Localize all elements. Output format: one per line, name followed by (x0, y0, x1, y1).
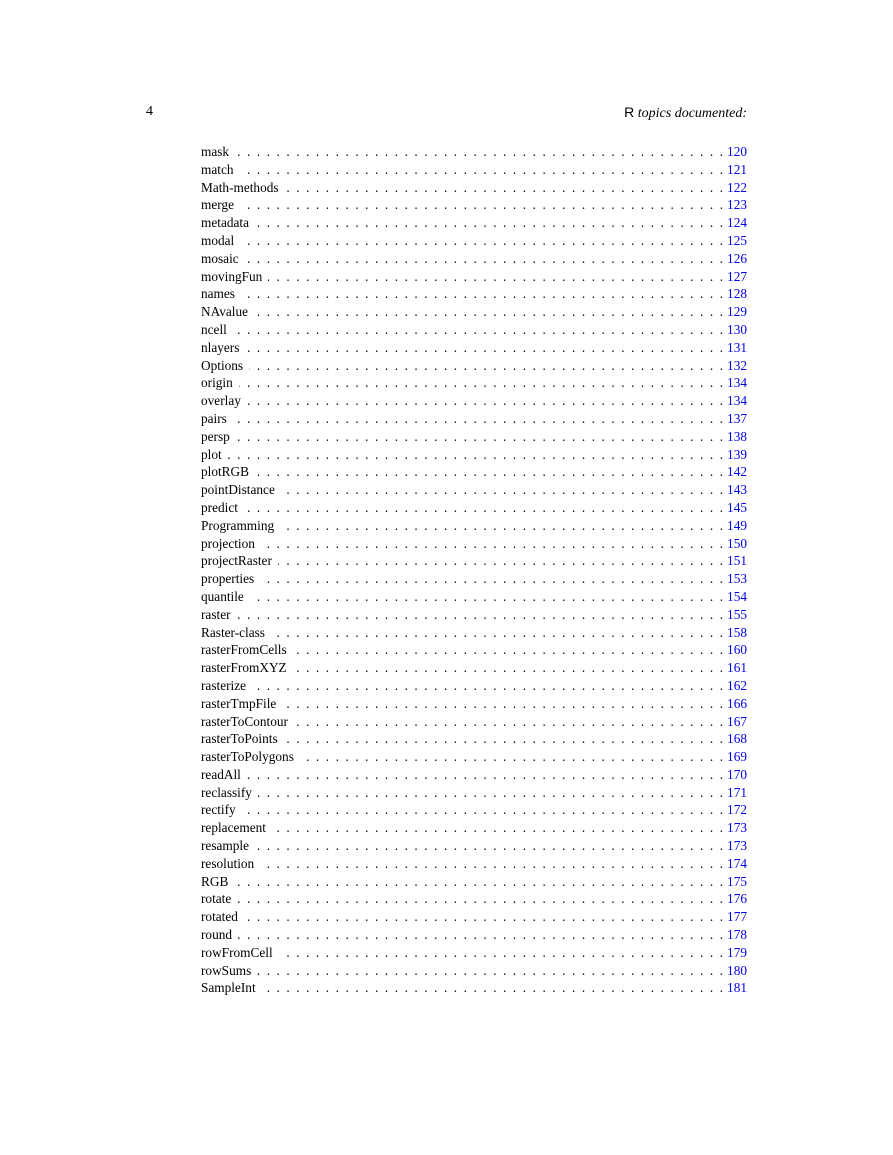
toc-page-link[interactable]: 127 (727, 268, 747, 284)
toc-page-link[interactable]: 171 (727, 784, 747, 800)
toc-entry-name: predict (201, 499, 238, 515)
toc-entry-name: pointDistance (201, 482, 275, 498)
toc-page-link[interactable]: 126 (727, 250, 747, 266)
toc-entry-name: quantile (201, 588, 244, 604)
toc-page-link[interactable]: 137 (727, 410, 747, 426)
toc-page-link[interactable]: 173 (727, 820, 747, 836)
toc-dot-leader (234, 873, 723, 891)
toc-dot-leader (237, 890, 723, 908)
toc-page-link[interactable]: 160 (727, 642, 747, 658)
toc-entry-name: NAvalue (201, 304, 249, 320)
toc-page-link[interactable]: 179 (727, 944, 747, 960)
toc-entry-name: SampleInt (201, 980, 256, 996)
toc-page-link[interactable]: 169 (727, 749, 747, 765)
toc-entry-name: raster (201, 606, 231, 622)
toc-entry[interactable] (201, 713, 747, 731)
toc-entry-name: modal (201, 232, 235, 248)
toc-page-link[interactable]: 155 (727, 606, 747, 622)
toc-entry-name: names (201, 286, 235, 302)
toc-entry[interactable] (201, 873, 747, 891)
toc-entry[interactable] (201, 944, 747, 962)
toc-page-link[interactable]: 174 (727, 855, 747, 871)
toc-page-link[interactable]: 130 (727, 321, 747, 337)
toc-page-link[interactable]: 161 (727, 660, 747, 676)
toc-page-link[interactable]: 180 (727, 962, 747, 978)
toc-dot-leader (247, 392, 723, 410)
toc-page-link[interactable]: 123 (727, 197, 747, 213)
toc-page-link[interactable]: 120 (727, 144, 747, 159)
toc-dot-leader (300, 748, 723, 766)
toc-entry-name: resample (201, 838, 249, 854)
toc-entry[interactable] (201, 179, 747, 197)
toc-entry-name: merge (201, 197, 234, 213)
toc-entry[interactable] (201, 659, 747, 677)
toc-entry[interactable] (201, 641, 747, 659)
toc-entry[interactable] (201, 908, 747, 926)
toc-page-link[interactable]: 131 (727, 339, 747, 355)
toc-page-link[interactable]: 149 (727, 517, 747, 533)
toc-page-link[interactable]: 153 (727, 571, 747, 587)
toc-entry-name: rasterFromCells (201, 642, 287, 658)
toc-page-link[interactable]: 122 (727, 179, 747, 195)
toc-entry[interactable] (201, 446, 747, 464)
toc-dot-leader (293, 641, 723, 659)
toc-entry[interactable] (201, 784, 747, 802)
toc-entry[interactable] (201, 890, 747, 908)
toc-dot-leader (236, 428, 723, 446)
toc-page-link[interactable]: 124 (727, 215, 747, 231)
toc-dot-leader (272, 819, 723, 837)
toc-page-link[interactable]: 181 (727, 980, 747, 996)
toc-page-link[interactable]: 145 (727, 499, 747, 515)
toc-dot-leader (245, 339, 723, 357)
toc-dot-leader (255, 463, 723, 481)
toc-page-link[interactable]: 176 (727, 891, 747, 907)
toc-entry-name: Programming (201, 517, 275, 533)
toc-page-link[interactable]: 167 (727, 713, 747, 729)
toc-dot-leader (258, 784, 723, 802)
toc-page-link[interactable]: 129 (727, 304, 747, 320)
toc-dot-leader (293, 659, 723, 677)
toc-dot-leader (239, 374, 723, 392)
toc-dot-leader (240, 196, 723, 214)
toc-entry-name: origin (201, 375, 233, 391)
toc-dot-leader (237, 606, 724, 624)
toc-entry-name: Math-methods (201, 179, 279, 195)
toc-entry[interactable] (201, 232, 747, 250)
page-number: 4 (146, 104, 153, 119)
toc-page-link[interactable]: 121 (727, 161, 747, 177)
toc-entry[interactable] (201, 214, 747, 232)
toc-entry[interactable] (201, 321, 747, 339)
toc-entry[interactable] (201, 285, 747, 303)
toc-entry-name: projectRaster (201, 553, 272, 569)
toc-dot-leader (294, 713, 723, 731)
toc-dot-leader (262, 979, 723, 997)
toc-dot-leader (240, 161, 724, 179)
toc-entry-name: Options (201, 357, 244, 373)
toc-page-link[interactable]: 132 (727, 357, 747, 373)
toc-entry[interactable] (201, 339, 747, 357)
toc-dot-leader (261, 535, 723, 553)
toc-entry-name: properties (201, 571, 255, 587)
toc-entry-name: rowSums (201, 962, 252, 978)
toc-entry-name: movingFun (201, 268, 263, 284)
toc-entry[interactable] (201, 357, 747, 375)
toc-entry[interactable] (201, 837, 747, 855)
toc-entry[interactable] (201, 196, 747, 214)
toc-entry[interactable] (201, 624, 747, 642)
toc-dot-leader (260, 855, 723, 873)
toc-entry-name: readAll (201, 766, 241, 782)
toc-entry-name: mask (201, 144, 230, 159)
toc-entry-name: rectify (201, 802, 236, 818)
toc-page-link[interactable]: 173 (727, 838, 747, 854)
toc-dot-leader (252, 677, 723, 695)
toc-entry-name: rasterToPolygons (201, 749, 294, 765)
toc-entry-name: rotated (201, 909, 238, 925)
toc-entry[interactable] (201, 517, 747, 535)
toc-entry-name: pairs (201, 410, 227, 426)
toc-dot-leader (233, 410, 723, 428)
toc-entry-name: rasterTmpFile (201, 695, 277, 711)
toc-entry[interactable] (201, 535, 747, 553)
toc-entry-name: rotate (201, 891, 232, 907)
toc-entry[interactable] (201, 695, 747, 713)
toc-entry[interactable] (201, 143, 747, 161)
toc-dot-leader (241, 285, 723, 303)
toc-page-link[interactable]: 154 (727, 588, 747, 604)
toc-entry-name: Raster-class (201, 624, 265, 640)
toc-page-link[interactable]: 142 (727, 464, 747, 480)
toc-dot-leader (285, 179, 723, 197)
toc-entry[interactable] (201, 499, 747, 517)
toc-entry-name: rasterToPoints (201, 731, 278, 747)
toc-entry-name: rasterize (201, 677, 247, 693)
toc-entry[interactable] (201, 926, 747, 944)
toc-entry[interactable] (201, 979, 747, 997)
toc-entry[interactable] (201, 250, 747, 268)
toc-dot-leader (254, 303, 723, 321)
toc-entry[interactable] (201, 161, 747, 179)
running-header-title: topics documented: (637, 106, 747, 121)
toc-entry-name: projection (201, 535, 255, 551)
toc-entry[interactable] (201, 570, 747, 588)
toc-entry-name: resolution (201, 855, 255, 871)
toc-page-link[interactable]: 128 (727, 286, 747, 302)
toc-dot-leader (247, 766, 723, 784)
table-of-contents (201, 143, 747, 997)
toc-page-link[interactable]: 134 (727, 375, 747, 391)
toc-entry[interactable] (201, 855, 747, 873)
toc-dot-leader (281, 481, 723, 499)
toc-entry-name: rasterFromXYZ (201, 660, 287, 676)
toc-dot-leader (282, 695, 723, 713)
toc-entry-name: round (201, 927, 233, 943)
toc-entry[interactable] (201, 606, 747, 624)
toc-entry-name: plotRGB (201, 464, 250, 480)
toc-entry[interactable] (201, 268, 747, 286)
toc-dot-leader (278, 552, 723, 570)
toc-entry[interactable] (201, 748, 747, 766)
toc-dot-leader (260, 570, 723, 588)
toc-entry[interactable] (201, 677, 747, 695)
toc-dot-leader (240, 232, 723, 250)
toc-entry[interactable] (201, 962, 747, 980)
toc-entry[interactable] (201, 552, 747, 570)
toc-dot-leader (245, 250, 723, 268)
toc-page-link[interactable]: 170 (727, 766, 747, 782)
toc-dot-leader (255, 837, 723, 855)
toc-page-link[interactable]: 143 (727, 482, 747, 498)
running-header-r: R (624, 104, 635, 120)
toc-page-link[interactable]: 151 (727, 553, 747, 569)
toc-entry[interactable] (201, 801, 747, 819)
toc-dot-leader (257, 962, 723, 980)
toc-page-link[interactable]: 134 (727, 393, 747, 409)
toc-dot-leader (242, 801, 723, 819)
toc-entry[interactable] (201, 766, 747, 784)
toc-entry-name: ncell (201, 321, 227, 337)
toc-page-link[interactable]: 178 (727, 927, 747, 943)
toc-entry[interactable] (201, 481, 747, 499)
toc-dot-leader (249, 357, 723, 375)
toc-entry-name: plot (201, 446, 222, 462)
toc-dot-leader (271, 624, 723, 642)
toc-entry-name: reclassify (201, 784, 252, 800)
toc-dot-leader (235, 143, 723, 161)
toc-entry[interactable] (201, 588, 747, 606)
toc-entry[interactable] (201, 410, 747, 428)
toc-dot-leader (228, 446, 723, 464)
toc-entry[interactable] (201, 374, 747, 392)
toc-entry-name: overlay (201, 393, 241, 409)
toc-page-link[interactable]: 158 (727, 624, 747, 640)
toc-dot-leader (255, 214, 723, 232)
toc-entry[interactable] (201, 819, 747, 837)
toc-dot-leader (244, 499, 723, 517)
toc-entry[interactable] (201, 428, 747, 446)
toc-page-link[interactable]: 139 (727, 446, 747, 462)
toc-dot-leader (244, 908, 723, 926)
toc-entry-name: mosaic (201, 250, 239, 266)
toc-dot-leader (280, 517, 723, 535)
toc-dot-leader (233, 321, 723, 339)
toc-dot-leader (268, 268, 723, 286)
toc-entry[interactable] (201, 303, 747, 321)
toc-entry-name: persp (201, 428, 230, 444)
toc-entry-name: rasterToContour (201, 713, 288, 729)
toc-entry[interactable] (201, 392, 747, 410)
running-header (624, 103, 747, 123)
toc-page-link[interactable]: 150 (727, 535, 747, 551)
toc-page-link[interactable]: 138 (727, 428, 747, 444)
toc-page-link[interactable]: 125 (727, 232, 747, 248)
toc-page-link[interactable]: 168 (727, 731, 747, 747)
toc-entry-name: match (201, 161, 234, 177)
toc-dot-leader (284, 730, 723, 748)
toc-page-link[interactable]: 172 (727, 802, 747, 818)
toc-dot-leader (279, 944, 723, 962)
toc-entry-name: replacement (201, 820, 266, 836)
toc-page-link[interactable]: 177 (727, 909, 747, 925)
toc-entry[interactable] (201, 463, 747, 481)
toc-dot-leader (250, 588, 723, 606)
toc-page-link[interactable]: 166 (727, 695, 747, 711)
toc-entry-name: metadata (201, 215, 249, 231)
toc-page-link[interactable]: 175 (727, 873, 747, 889)
toc-entry[interactable] (201, 730, 747, 748)
toc-page-link[interactable]: 162 (727, 677, 747, 693)
toc-entry-name: nlayers (201, 339, 240, 355)
toc-dot-leader (238, 926, 723, 944)
toc-entry-name: rowFromCell (201, 944, 273, 960)
toc-entry-name: RGB (201, 873, 229, 889)
